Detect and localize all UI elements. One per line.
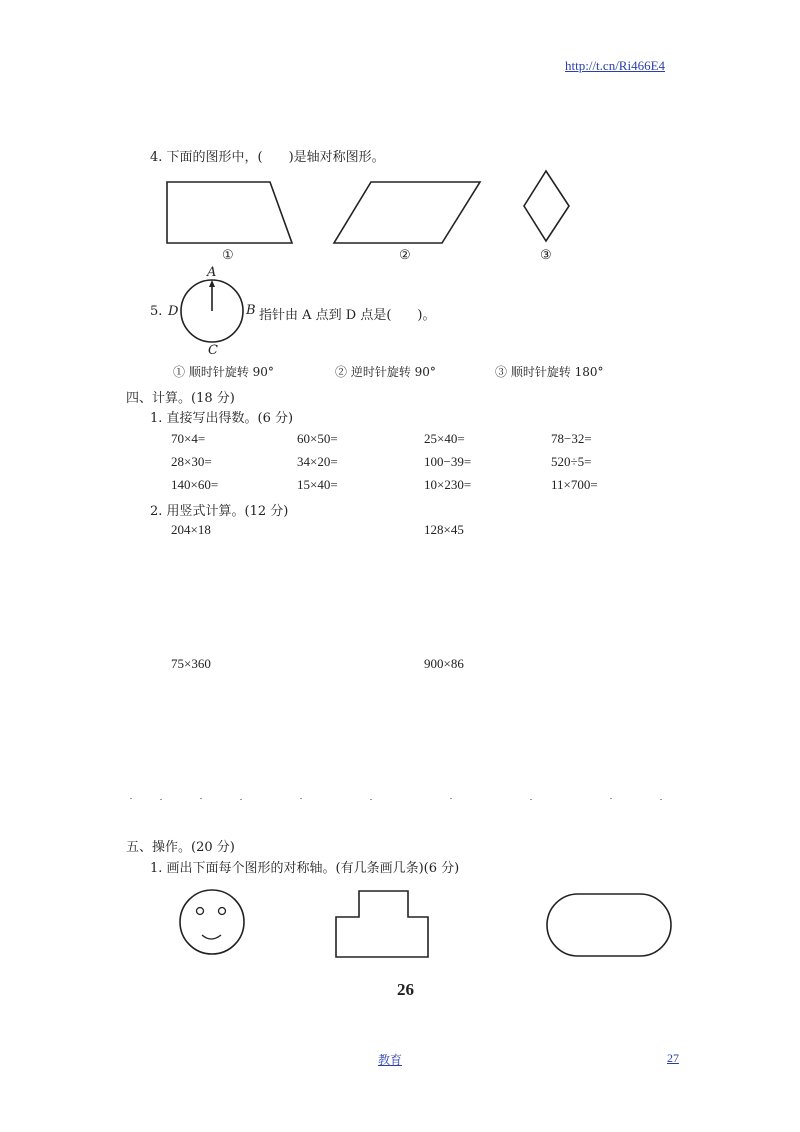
clock-label-c: C <box>208 343 218 358</box>
section4-sub1-title: 1. 直接写出得数。(6 分) <box>150 411 294 426</box>
page-number: 26 <box>397 980 414 999</box>
section4-title: 四、计算。(18 分) <box>126 391 235 406</box>
q4-text: 4. 下面的图形中，( )是轴对称图形。 <box>150 150 385 165</box>
smile-mouth <box>202 935 221 939</box>
calc-r1-c3: 25×40= <box>424 431 465 446</box>
calc-r2-c1: 28×30= <box>171 454 212 469</box>
section5-title: 五、操作。(20 分) <box>126 840 235 855</box>
face-outline <box>180 890 244 954</box>
vertical-calc-1: 204×18 <box>171 522 211 537</box>
right-eye <box>219 908 226 915</box>
q4-label-3: ③ <box>540 248 552 263</box>
footer-center-link[interactable]: 教育 <box>378 1053 403 1067</box>
calc-r2-c4: 520÷5= <box>551 454 592 469</box>
q5-option-2: ② 逆时针旋转 90° <box>335 365 436 379</box>
calc-r1-c2: 60×50= <box>297 431 338 446</box>
calc-r2-c3: 100−39= <box>424 454 472 469</box>
clock-label-d: D <box>168 304 179 319</box>
clock-label-a: A <box>207 265 217 280</box>
calc-r2-c2: 34×20= <box>297 454 338 469</box>
q5-number: 5. <box>150 304 163 319</box>
calc-r1-c4: 78−32= <box>551 431 592 446</box>
q5-text: 指针由 A 点到 D 点是( )。 <box>259 308 436 323</box>
q4-label-2: ② <box>399 248 411 263</box>
calc-r3-c3: 10×230= <box>424 477 472 492</box>
q5-option-3: ③ 顺时针旋转 180° <box>495 365 604 379</box>
left-eye <box>197 908 204 915</box>
q4-label-1: ① <box>222 248 234 263</box>
clock-label-b: B <box>246 303 256 318</box>
rounded-rect-shape <box>547 894 671 956</box>
calc-r3-c2: 15×40= <box>297 477 338 492</box>
q5-option-1: ① 顺时针旋转 90° <box>173 365 274 379</box>
header-link[interactable]: http://t.cn/Ri466E4 <box>565 58 666 73</box>
footer-page-link[interactable]: 27 <box>667 1051 679 1065</box>
vertical-calc-2: 128×45 <box>424 522 464 537</box>
vertical-calc-4: 900×86 <box>424 656 464 671</box>
t-shape <box>336 891 428 957</box>
smiley-face <box>180 890 244 954</box>
calc-r3-c4: 11×700= <box>551 477 598 492</box>
calc-r3-c1: 140×60= <box>171 477 219 492</box>
calc-r1-c1: 70×4= <box>171 431 206 446</box>
section5-sub1-title: 1. 画出下面每个图形的对称轴。(有几条画几条)(6 分) <box>150 861 460 876</box>
section4-sub2-title: 2. 用竖式计算。(12 分) <box>150 504 289 519</box>
vertical-calc-3: 75×360 <box>171 656 211 671</box>
